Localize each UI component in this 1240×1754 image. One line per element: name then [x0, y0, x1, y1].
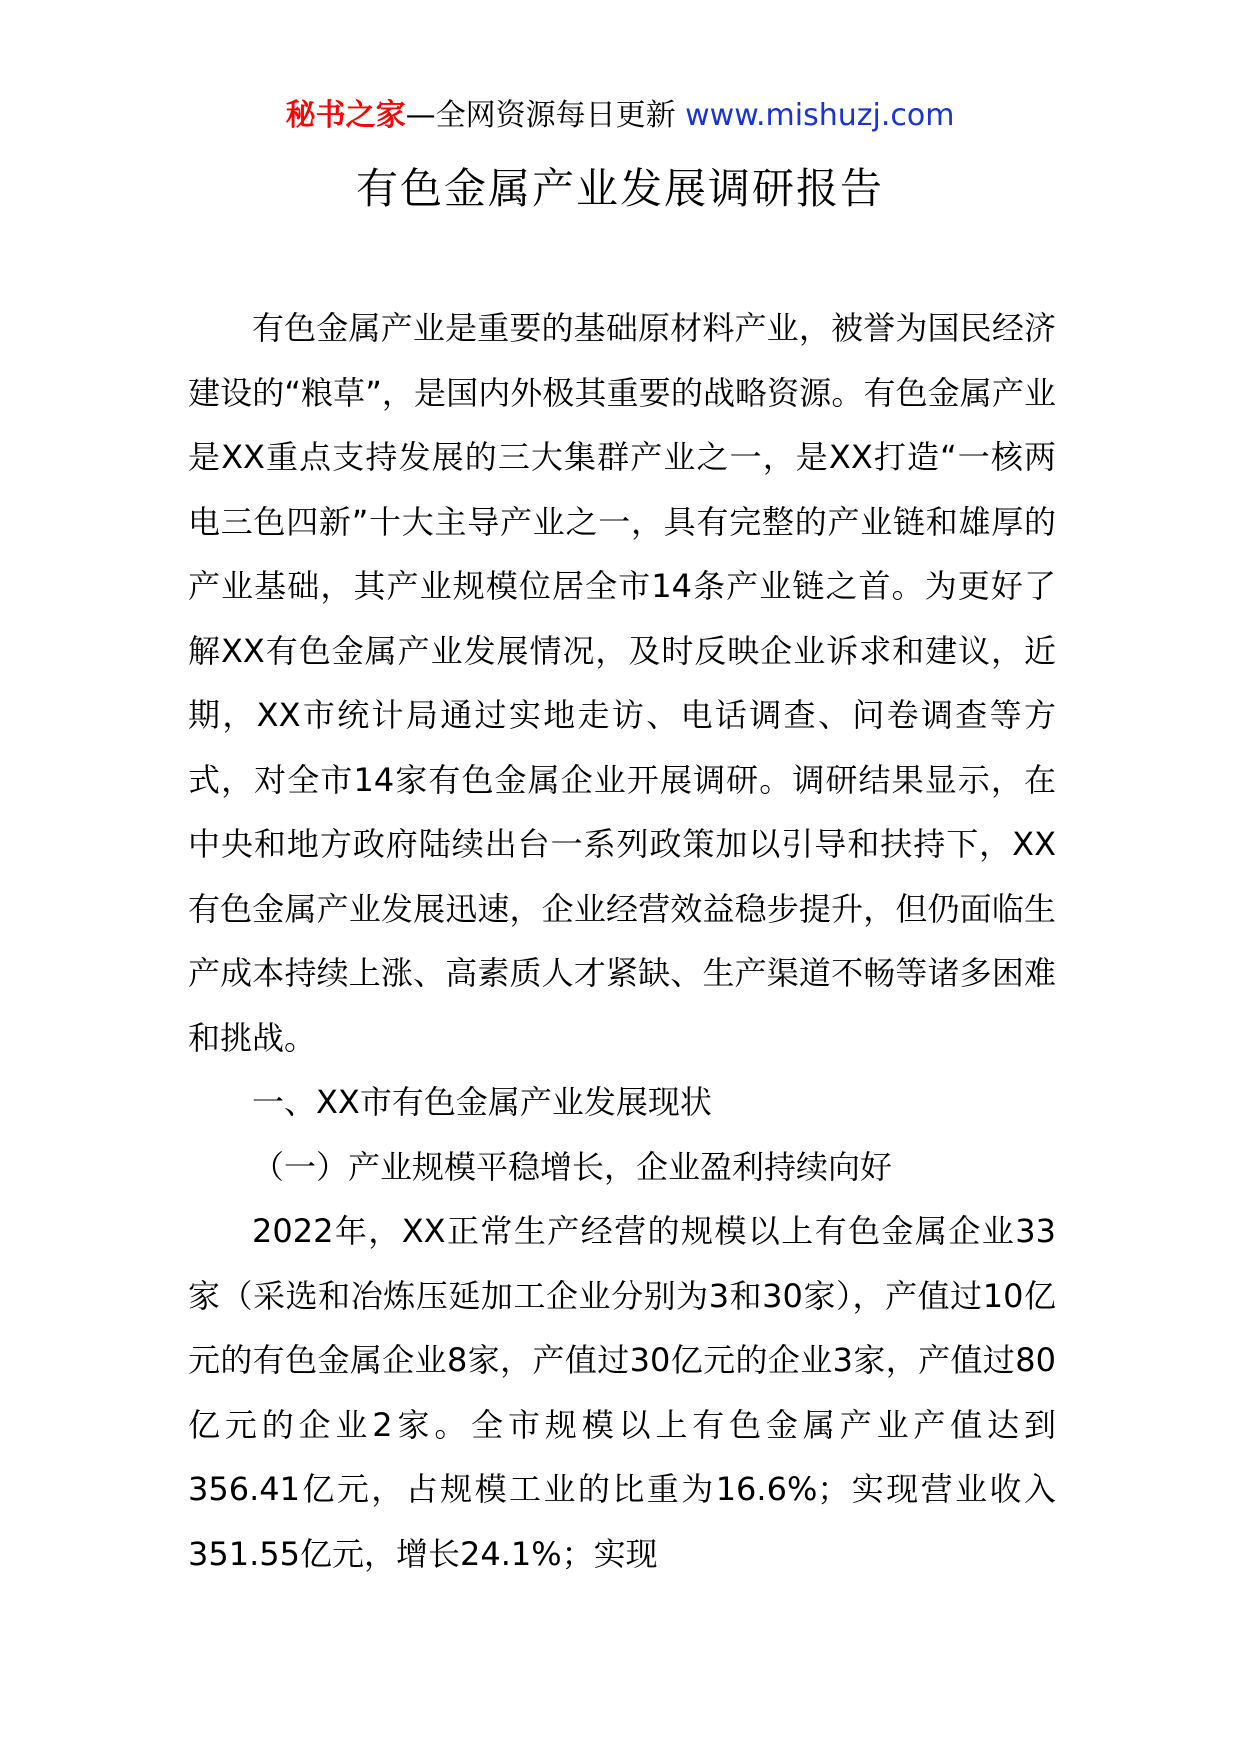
- site-tagline: —全网资源每日更新: [405, 98, 686, 133]
- body-paragraph: 2022年，XX正常生产经营的规模以上有色金属企业33家（采选和冶炼压延加工企业分别为3和30家），产值过10亿元的有色金属企业8家，产值过30亿元的企业3家，产值过80亿元的企业2家。全市规模以上有色金属产业产值达到356.41亿元，占规模工业的比重为16.6%；实现营业收入351.55亿元，增长24.1%；实现: [188, 1212, 1056, 1573]
- site-url-link[interactable]: www.mishuzj.com: [685, 98, 955, 133]
- intro-paragraph: 有色金属产业是重要的基础原材料产业，被誉为国民经济建设的“粮草”，是国内外极其重要的战略资源。有色金属产业是XX重点支持发展的三大集群产业之一，是XX打造“一核两电三色四新”十大主导产业之一，具有完整的产业链和雄厚的产业基础，其产业规模位居全市14条产业链之首。为更好了解XX有色金属产业发展情况，及时反映企业诉求和建议，近期，XX市统计局通过实地走访、电话调查、问卷调查等方式，对全市14家有色金属企业开展调研。调研结果显示，在中央和地方政府陆续出台一系列政策加以引导和扶持下，XX有色金属产业发展迅速，企业经营效益稳步提升，但仍面临生产成本持续上涨、高素质人才紧缺、生产渠道不畅等诸多困难和挑战。: [188, 309, 1056, 1057]
- document-body: [188, 296, 1056, 1586]
- site-brand: 秘书之家: [285, 98, 406, 133]
- site-header: [0, 98, 1240, 134]
- section-heading: 一、XX市有色金属产业发展现状: [252, 1083, 712, 1121]
- subsection-heading: （一）产业规模平稳增长，企业盈利持续向好: [252, 1147, 893, 1186]
- document-title: 有色金属产业发展调研报告: [355, 164, 884, 213]
